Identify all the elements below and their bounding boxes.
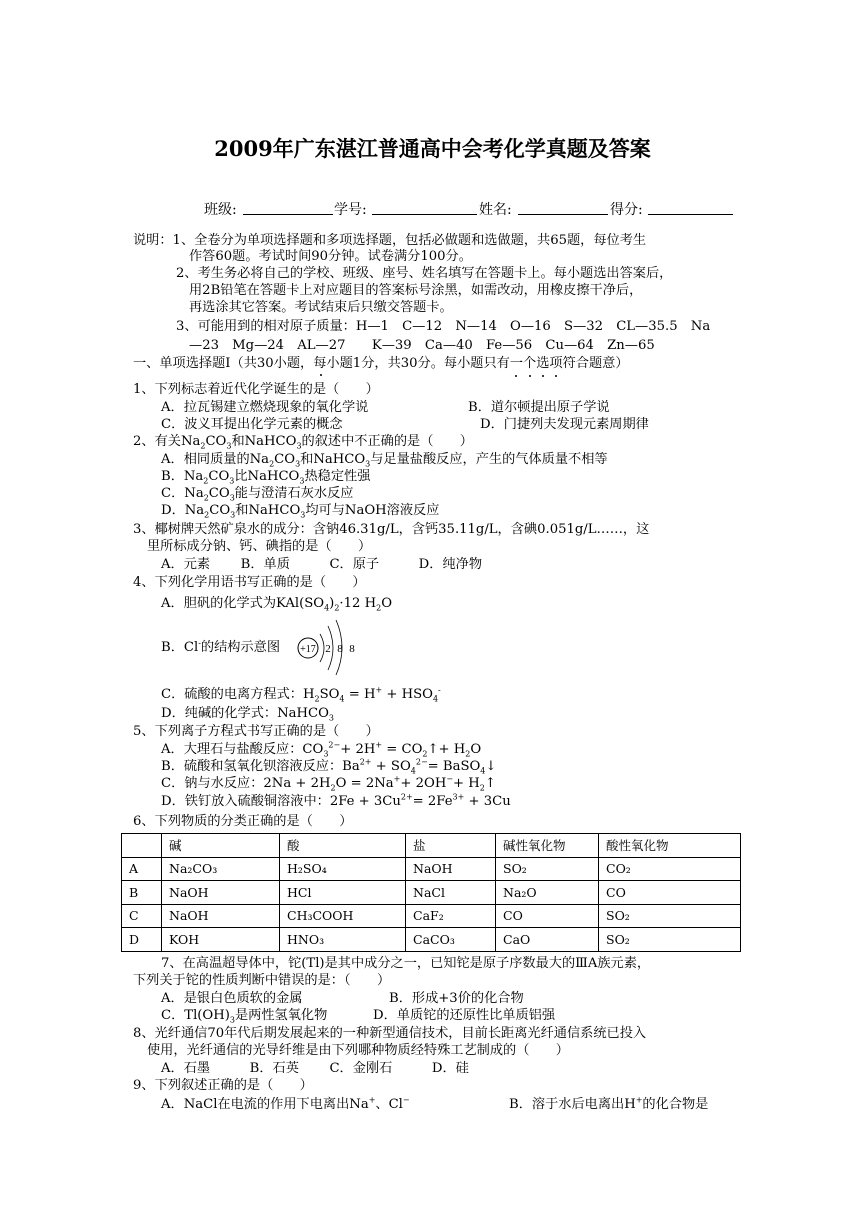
q4-stem: 4、下列化学用语书写正确的是（ ） — [133, 575, 366, 590]
emphasis-char: 项 — [549, 356, 563, 371]
section-heading — [133, 355, 629, 372]
q5-option-a[interactable]: A．大理石与盐酸反应：$CO_3^{2-}+ 2H^+$ = $CO_2↑+ H_2O$ — [161, 740, 482, 759]
q7-option-d[interactable]: D．单质铊的还原性比单质铝强 — [373, 1008, 556, 1023]
score-blank[interactable] — [648, 214, 733, 215]
q3-options[interactable]: A．元素 B．单质 C．原子 D．纯净物 — [161, 557, 483, 572]
q2-option-c[interactable]: C．$Na_2CO_3$能与澄清石灰水反应 — [161, 486, 354, 503]
shell-electrons-3: 8 — [349, 643, 355, 655]
table-row: C NaOH CH₃COOH CaF₂ CO SO₂ — [122, 904, 741, 928]
q1-stem: 1、下列标志着近代化学诞生的是（ ） — [133, 382, 379, 397]
table-row: B NaOH HCl NaCl Na₂O CO — [122, 881, 741, 905]
student-id-blank[interactable] — [372, 214, 477, 215]
shell-electrons-1: 2 — [325, 643, 331, 655]
q6-stem: 6、下列物质的分类正确的是（ ） — [133, 814, 353, 829]
q1-option-c[interactable]: C．波义耳提出化学元素的概念 — [161, 417, 343, 432]
q4-option-c[interactable]: C．硫酸的电离方程式：$H_2SO_4 = H^+ + HSO_4^-$ — [161, 685, 441, 704]
table-header-row: 碱 酸 盐 碱性氧化物 酸性氧化物 — [122, 834, 741, 858]
note-2-line-3: 再选涂其它答案。考试结束后只缴交答题卡。 — [189, 300, 453, 315]
chlorine-ion-structure-diagram — [290, 612, 370, 676]
q7-option-c[interactable]: C．$Tl(OH)_3$是两性氢氧化物 — [161, 1008, 328, 1025]
note-3-line-2: —23 Mg—24 AL—27 K—39 Ca—40 Fe—56 Cu—64 Zn—65 — [189, 338, 655, 353]
q7-stem-line-1: 7、在高温超导体中，铊(Tl)是其中成分之一，已知铊是原子序数最大的ⅢA族元素， — [161, 956, 651, 971]
q8-stem-line-2: 使用，光纤通信的光导纤维是由下列哪种物质经特殊工艺制成的（ ） — [147, 1043, 569, 1058]
q4-option-a[interactable]: A．胆矾的化学式为$KAl(SO_4)_2\cdot 12$ $H_2O$ — [161, 596, 392, 613]
q1-option-a[interactable]: A．拉瓦锡建立燃烧现象的氧化学说 — [161, 400, 369, 415]
q2-option-d[interactable]: D．$Na_2CO_3$和NaHCO$_3$均可与NaOH溶液反应 — [161, 503, 440, 520]
q9-stem: 9、下列叙述正确的是（ ） — [133, 1078, 313, 1093]
emphasis-char: 个 — [523, 356, 537, 371]
score-label: 得分: — [610, 202, 643, 218]
note-1-line-1: 说明：1、全卷分为单项选择题和多项选择题，包括必做题和选做题，共65题，每位考生 — [133, 233, 647, 248]
class-label: 班级: — [204, 202, 237, 218]
q5-option-b[interactable]: B．硫酸和氢氧化钡溶液反应：$Ba^{2+} + SO_4^{2-}=$ BaSO$_4$↓ — [161, 757, 497, 776]
q5-option-c[interactable]: C．钠与水反应：$2Na + 2H_2O = 2Na^++ 2OH^-+$ $H_2↑$ — [161, 774, 496, 793]
student-id-label: 学号: — [334, 202, 367, 218]
q1-option-d[interactable]: D．门捷列夫发现元素周期律 — [480, 417, 649, 432]
emphasis-char: 选 — [536, 356, 550, 371]
q5-option-d[interactable]: D．铁钉放入硫酸铜溶液中：$2Fe + 3Cu^{2+}= 2Fe^{3+} + 3Cu$ — [161, 792, 511, 809]
name-blank[interactable] — [518, 214, 608, 215]
section-heading-prefix: 一、单项选择题Ⅰ（共30小题，每小题1分，共30分。每小题只有 — [133, 356, 510, 371]
q2-option-b[interactable]: B．$Na_2CO_3$比NaHCO$_3$热稳定性强 — [161, 469, 371, 486]
q8-stem-line-1: 8、光纤通信70年代后期发展起来的一种新型通信技术，目前长距离光纤通信系统已投入 — [133, 1026, 647, 1041]
classification-table — [121, 833, 741, 952]
class-blank[interactable] — [243, 214, 333, 215]
q3-stem-line-1: 3、椰树牌天然矿泉水的成分：含钠46.31g/L，含钙35.11g/L，含碘0.051g/L……，这 — [133, 522, 650, 537]
shell-electrons-2: 8 — [337, 643, 343, 655]
q9-option-a[interactable]: A．NaCl在电流的作用下电离出Na+、Cl− — [161, 1095, 410, 1112]
q1-option-b[interactable]: B．道尔顿提出原子学说 — [468, 400, 610, 415]
q4-option-b[interactable]: B．Cl-的结构示意图 — [161, 638, 281, 655]
note-2-line-1: 2、考生务必将自己的学校、班级、座号、姓名填写在答题卡上。每小题选出答案后， — [176, 266, 673, 281]
page-title: 2009年广东湛江普通高中会考化学真题及答案 — [214, 136, 651, 161]
name-label: 姓名: — [479, 202, 512, 218]
q7-option-b[interactable]: B．形成+3价的化合物 — [389, 991, 524, 1006]
table-row: D KOH HNO₃ CaCO₃ CaO SO₂ — [122, 928, 741, 952]
q7-stem-line-2: 下列关于铊的性质判断中错误的是：（ ） — [133, 973, 391, 988]
section-heading-suffix: 符合题意） — [562, 356, 629, 371]
q4-option-d[interactable]: D．纯碱的化学式：NaHCO$_3$ — [161, 706, 334, 723]
note-2-line-2: 用2B铅笔在答题卡上对应题目的答案标号涂黑，如需改动，用橡皮擦干净后， — [189, 283, 643, 298]
nucleus-charge: +17 — [300, 644, 316, 655]
q3-stem-line-2: 里所标成分钠、钙、碘指的是（ ） — [147, 539, 372, 554]
q8-options[interactable]: A．石墨 B．石英 C．金刚石 D．硅 — [161, 1061, 469, 1076]
note-1-line-2: 作答60题。考试时间90分钟。试卷满分100分。 — [189, 249, 472, 264]
q2-option-a[interactable]: A．相同质量的$Na_2CO_3$和NaHCO$_3$与足量盐酸反应，产生的气体质量不相等 — [161, 452, 608, 469]
q2-stem: 2、有关$Na_2CO_3$和NaHCO$_3$的叙述中不正确的是（ ） — [133, 434, 473, 451]
q7-option-a[interactable]: A．是银白色质软的金属 — [161, 991, 303, 1006]
note-3-line-1: 3、可能用到的相对原子质量：H—1 C—12 N—14 O—16 S—32 CL—35.5 Na — [176, 319, 711, 334]
emphasis-char: 一 — [509, 356, 524, 371]
q9-option-b[interactable]: B．溶于水后电离出H+的化合物是 — [509, 1095, 709, 1112]
q5-stem: 5、下列离子方程式书写正确的是（ ） — [133, 724, 379, 739]
table-row: A Na₂CO₃ H₂SO₄ NaOH SO₂ CO₂ — [122, 857, 741, 881]
